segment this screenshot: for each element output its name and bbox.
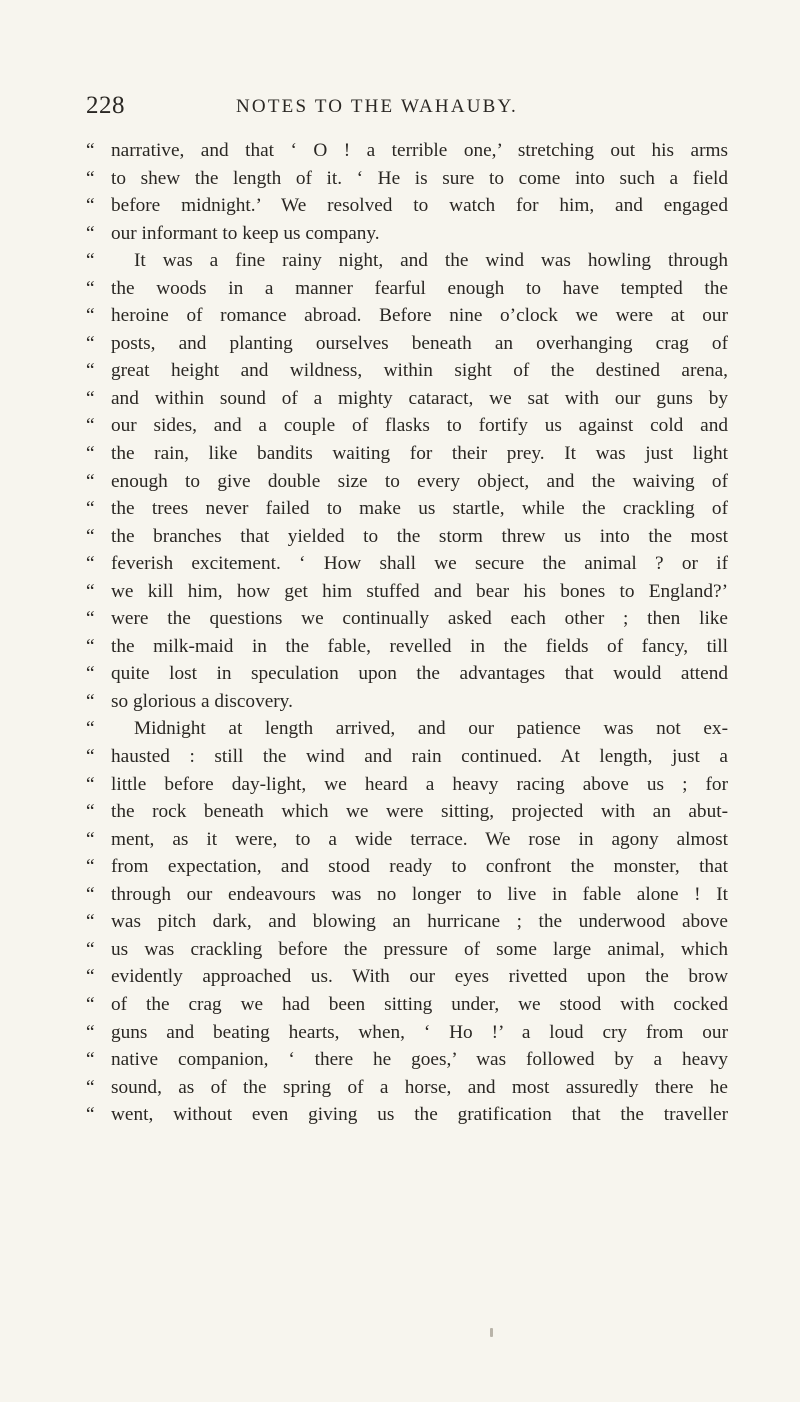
quote-mark: “ [86,553,95,575]
quote-mark: “ [86,883,95,905]
line-text: the rock beneath which we were sitting, projected with an abut- [111,801,728,823]
quote-mark: “ [86,305,95,327]
quote-mark: “ [86,608,95,630]
text-line [86,884,728,912]
text-line [86,1077,728,1105]
text-line [86,278,728,306]
quote-mark: “ [86,1021,95,1043]
text-line [86,774,728,802]
quote-mark: “ [86,911,95,933]
text-line [86,718,728,746]
text-line [86,994,728,1022]
text-line [86,1022,728,1050]
line-text: were the questions we continually asked each other ; then like [111,608,728,630]
line-text: our sides, and a couple of flasks to fortify us against cold and [111,415,728,437]
line-text: went, without even giving us the gratification that the traveller [111,1104,728,1126]
line-text: Midnight at length arrived, and our patience was not ex- [134,718,728,740]
line-text: through our endeavours was no longer to live in fable alone ! It [111,883,728,905]
line-text: and within sound of a mighty cataract, we sat with our guns by [111,387,728,409]
quote-mark: “ [86,635,95,657]
quote-mark: “ [86,746,95,768]
text-line [86,939,728,967]
running-title: NOTES TO THE WAHAUBY. [236,96,518,117]
text-line [86,608,728,636]
paper-speck [490,1328,493,1337]
quote-mark: “ [86,828,95,850]
text-line [86,581,728,609]
line-text: posts, and planting ourselves beneath an overhanging crag of [111,332,728,354]
text-line [86,471,728,499]
line-text: great height and wildness, within sight of the destined arena, [111,360,728,382]
text-line [86,443,728,471]
quote-mark: “ [86,938,95,960]
line-text: the trees never failed to make us startle, while the crackling of [111,498,728,520]
page-header [86,92,726,132]
text-line [86,966,728,994]
quote-mark: “ [86,1104,95,1126]
text-line [86,553,728,581]
line-text: hausted : still the wind and rain continued. At length, just a [111,746,728,768]
line-text: to shew the length of it. ‘ He is sure to come into such a field [111,167,728,189]
line-text: It was a fine rainy night, and the wind was howling through [134,250,728,272]
quote-mark: “ [86,140,95,161]
quote-mark: “ [86,277,95,299]
text-line [86,333,728,361]
quote-mark: “ [86,1076,95,1098]
quote-mark: “ [86,690,95,712]
line-text: from expectation, and stood ready to confront the monster, that [111,856,728,878]
quote-mark: “ [86,195,95,217]
line-text: we kill him, how get him stuffed and bear his bones to England?’ [111,580,728,602]
quote-mark: “ [86,663,95,685]
quote-mark: “ [86,801,95,823]
line-text: us was crackling before the pressure of some large animal, which [111,938,728,960]
line-text: quite lost in speculation upon the advantages that would attend [111,663,728,685]
quote-mark: “ [86,1049,95,1071]
text-line [86,663,728,691]
quote-mark: “ [86,993,95,1015]
line-text: the milk-maid in the fable, revelled in the fields of fancy, till [111,635,728,657]
line-text: the branches that yielded to the storm threw us into the most [111,525,728,547]
text-line [86,388,728,416]
quote-mark: “ [86,443,95,465]
quote-mark: “ [86,773,95,795]
line-text: before midnight.’ We resolved to watch for him, and engaged [111,195,728,217]
line-text: heroine of romance abroad. Before nine o’clock we were at our [111,305,728,327]
line-text: guns and beating hearts, when, ‘ Ho !’ a loud cry from our [111,1021,728,1043]
quote-mark: “ [86,415,95,437]
text-line [86,140,728,168]
line-text: so glorious a discovery. [111,690,293,712]
text-line [86,1104,728,1132]
line-text: ment, as it were, to a wide terrace. We rose in agony almost [111,828,728,850]
page-number: 228 [86,92,125,119]
quote-mark: “ [86,167,95,189]
line-text: native companion, ‘ there he goes,’ was followed by a heavy [111,1049,728,1071]
text-line [86,746,728,774]
line-text: feverish excitement. ‘ How shall we secure the animal ? or if [111,553,728,575]
text-line [86,195,728,223]
line-text: little before day-light, we heard a heavy racing above us ; for [111,773,728,795]
text-line [86,526,728,554]
quote-mark: “ [86,966,95,988]
text-line [86,636,728,664]
line-text: evidently approached us. With our eyes rivetted upon the brow [111,966,728,988]
text-line [86,1049,728,1077]
text-line [86,911,728,939]
line-text: of the crag we had been sitting under, we stood with cocked [111,993,728,1015]
quote-mark: “ [86,360,95,382]
text-line [86,415,728,443]
text-line [86,801,728,829]
line-text: sound, as of the spring of a horse, and most assuredly there he [111,1076,728,1098]
body-text [86,140,728,1132]
quote-mark: “ [86,718,95,740]
line-text: narrative, and that ‘ O ! a terrible one,’ stretching out his arms [111,140,728,161]
text-line [86,856,728,884]
quote-mark: “ [86,580,95,602]
line-text: the rain, like bandits waiting for their prey. It was just light [111,443,728,465]
line-text: enough to give double size to every object, and the waiving of [111,470,728,492]
text-line [86,691,728,719]
quote-mark: “ [86,222,95,244]
text-line [86,360,728,388]
line-text: our informant to keep us company. [111,222,380,244]
text-line [86,250,728,278]
quote-mark: “ [86,525,95,547]
quote-mark: “ [86,470,95,492]
text-line [86,498,728,526]
text-line [86,305,728,333]
text-line [86,168,728,196]
quote-mark: “ [86,498,95,520]
line-text: was pitch dark, and blowing an hurricane ; the underwood above [111,911,728,933]
line-text: the woods in a manner fearful enough to have tempted the [111,277,728,299]
quote-mark: “ [86,332,95,354]
quote-mark: “ [86,856,95,878]
quote-mark: “ [86,387,95,409]
text-line [86,223,728,251]
quote-mark: “ [86,250,95,272]
text-line [86,829,728,857]
